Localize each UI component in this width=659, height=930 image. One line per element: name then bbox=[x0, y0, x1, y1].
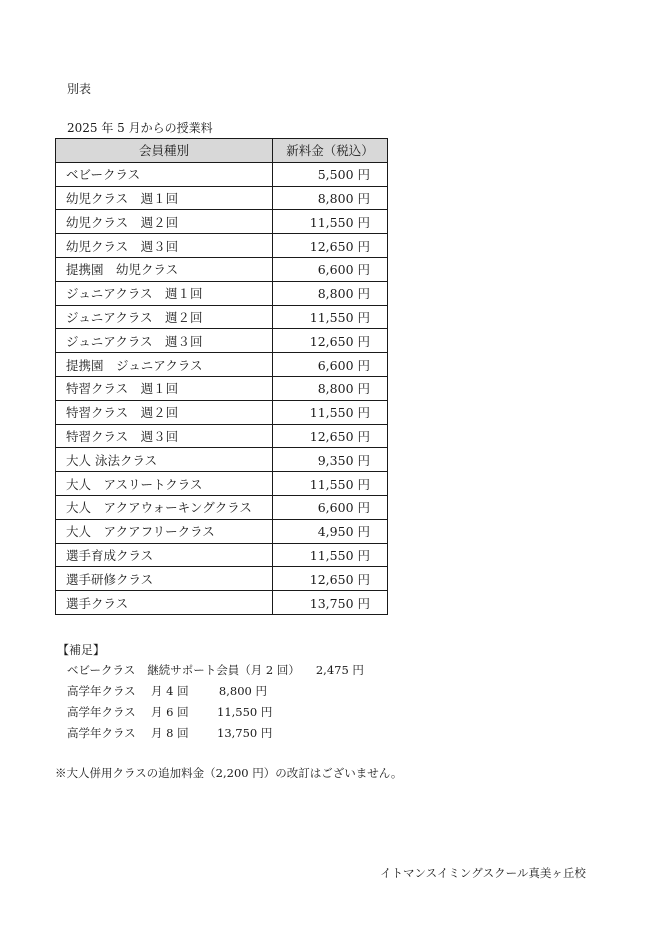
fee-cell: 12,650 円 bbox=[273, 234, 388, 258]
fee-cell: 6,600 円 bbox=[273, 495, 388, 519]
header-new-fee: 新料金（税込） bbox=[273, 139, 388, 163]
member-type-cell: ジュニアクラス 週３回 bbox=[56, 329, 273, 353]
supplement-list bbox=[67, 662, 364, 746]
supplement-title: 【補足】 bbox=[57, 643, 106, 657]
member-type-cell: 特習クラス 週１回 bbox=[56, 376, 273, 400]
member-type-cell: 提携園 幼児クラス bbox=[56, 257, 273, 281]
supplement-class: 高学年クラス bbox=[67, 705, 136, 719]
supplement-price: 13,750 円 bbox=[217, 726, 273, 740]
fee-cell: 11,550 円 bbox=[273, 305, 388, 329]
table-row bbox=[56, 543, 388, 567]
member-type-cell: 大人 アクアフリークラス bbox=[56, 519, 273, 543]
table-row bbox=[56, 305, 388, 329]
table-row bbox=[56, 281, 388, 305]
supplement-class: 高学年クラス bbox=[67, 684, 136, 698]
table-row bbox=[56, 591, 388, 615]
table-header-row bbox=[56, 139, 388, 163]
fee-cell: 5,500 円 bbox=[273, 162, 388, 186]
member-type-cell: 大人 泳法クラス bbox=[56, 448, 273, 472]
member-type-cell: 大人 アクアウォーキングクラス bbox=[56, 495, 273, 519]
supplement-class: 高学年クラス bbox=[67, 726, 136, 740]
table-row bbox=[56, 353, 388, 377]
table-row bbox=[56, 495, 388, 519]
fee-cell: 12,650 円 bbox=[273, 424, 388, 448]
table-row bbox=[56, 519, 388, 543]
member-type-cell: ベビークラス bbox=[56, 162, 273, 186]
table-row bbox=[56, 210, 388, 234]
note: ※大人併用クラスの追加料金（2,200 円）の改訂はございません。 bbox=[55, 766, 403, 780]
member-type-cell: 幼児クラス 週３回 bbox=[56, 234, 273, 258]
table-row bbox=[56, 424, 388, 448]
supplement-item bbox=[67, 725, 364, 746]
supplement-price: 8,800 円 bbox=[218, 684, 267, 698]
table-row bbox=[56, 329, 388, 353]
fee-cell: 11,550 円 bbox=[273, 400, 388, 424]
fee-cell: 11,550 円 bbox=[273, 210, 388, 234]
fee-cell: 8,800 円 bbox=[273, 186, 388, 210]
supplement-detail: 月 4 回 bbox=[151, 684, 189, 698]
fee-cell: 4,950 円 bbox=[273, 519, 388, 543]
member-type-cell: 選手クラス bbox=[56, 591, 273, 615]
table-row bbox=[56, 400, 388, 424]
header-member-type: 会員種別 bbox=[56, 139, 273, 163]
annex-label: 別表 bbox=[67, 82, 92, 96]
member-type-cell: 提携園 ジュニアクラス bbox=[56, 353, 273, 377]
table-row bbox=[56, 376, 388, 400]
fee-cell: 8,800 円 bbox=[273, 281, 388, 305]
fee-table bbox=[55, 138, 388, 615]
fee-cell: 9,350 円 bbox=[273, 448, 388, 472]
table-title: 2025 年 5 月からの授業料 bbox=[67, 121, 213, 135]
fee-cell: 8,800 円 bbox=[273, 376, 388, 400]
fee-cell: 13,750 円 bbox=[273, 591, 388, 615]
fee-cell: 11,550 円 bbox=[273, 472, 388, 496]
member-type-cell: 特習クラス 週２回 bbox=[56, 400, 273, 424]
supplement-detail: 月 6 回 bbox=[151, 705, 189, 719]
member-type-cell: 幼児クラス 週１回 bbox=[56, 186, 273, 210]
member-type-cell: 特習クラス 週３回 bbox=[56, 424, 273, 448]
fee-cell: 6,600 円 bbox=[273, 257, 388, 281]
supplement-detail: 継続サポート会員（月 2 回） bbox=[147, 663, 300, 677]
supplement-price: 11,550 円 bbox=[217, 705, 273, 719]
supplement-item bbox=[67, 683, 364, 704]
table-row bbox=[56, 448, 388, 472]
supplement-price: 2,475 円 bbox=[315, 663, 364, 677]
supplement-item bbox=[67, 704, 364, 725]
table-row bbox=[56, 567, 388, 591]
member-type-cell: 大人 アスリートクラス bbox=[56, 472, 273, 496]
member-type-cell: ジュニアクラス 週１回 bbox=[56, 281, 273, 305]
table-row bbox=[56, 186, 388, 210]
table-row bbox=[56, 257, 388, 281]
member-type-cell: 幼児クラス 週２回 bbox=[56, 210, 273, 234]
supplement-class: ベビークラス bbox=[67, 663, 136, 677]
fee-table-body bbox=[56, 162, 388, 614]
fee-cell: 6,600 円 bbox=[273, 353, 388, 377]
school-name-footer: イトマンスイミングスクール真美ヶ丘校 bbox=[380, 866, 586, 880]
table-row bbox=[56, 162, 388, 186]
fee-cell: 11,550 円 bbox=[273, 543, 388, 567]
supplement-item bbox=[67, 662, 364, 683]
fee-cell: 12,650 円 bbox=[273, 329, 388, 353]
table-row bbox=[56, 472, 388, 496]
supplement-detail: 月 8 回 bbox=[151, 726, 189, 740]
fee-cell: 12,650 円 bbox=[273, 567, 388, 591]
member-type-cell: ジュニアクラス 週２回 bbox=[56, 305, 273, 329]
member-type-cell: 選手育成クラス bbox=[56, 543, 273, 567]
member-type-cell: 選手研修クラス bbox=[56, 567, 273, 591]
table-row bbox=[56, 234, 388, 258]
